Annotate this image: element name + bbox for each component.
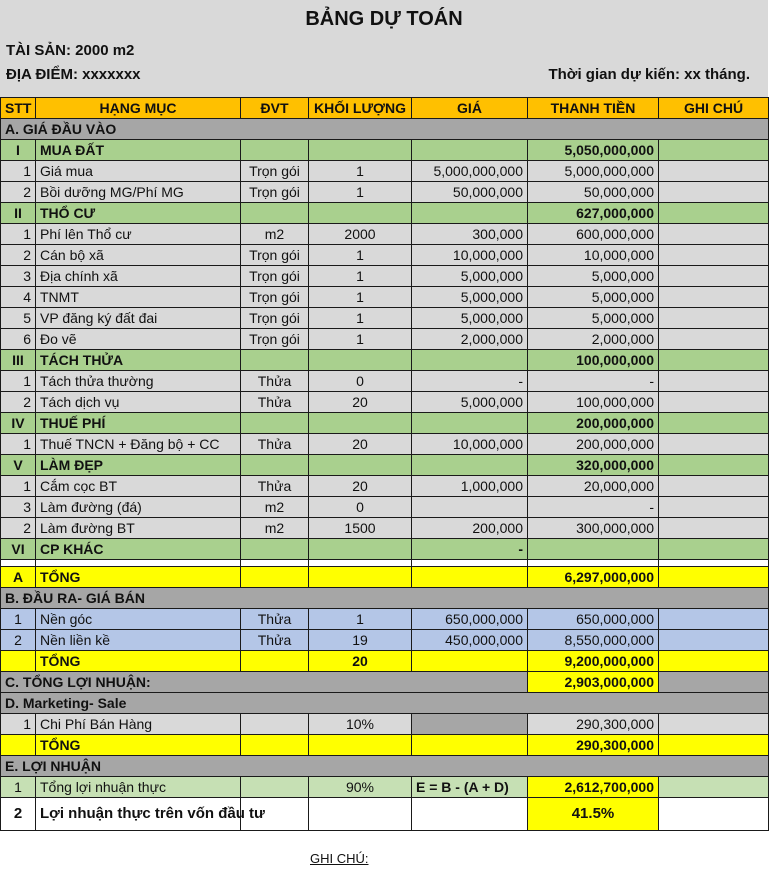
item-name-cell: Lợi nhuận thực trên vốn đầu tư <box>36 798 241 831</box>
table-cell <box>36 560 241 567</box>
table-row <box>1 476 769 497</box>
table-cell: 2000 <box>309 224 412 245</box>
item-name-cell: MUA ĐẤT <box>36 140 241 161</box>
table-cell: 19 <box>309 630 412 651</box>
table-cell: 2 <box>1 630 36 651</box>
table-cell <box>241 651 309 672</box>
item-name-cell: Cán bộ xã <box>36 245 241 266</box>
table-cell <box>1 651 36 672</box>
section-header-row <box>1 693 769 714</box>
sheet-title: BẢNG DỰ TOÁN <box>305 8 463 30</box>
table-cell <box>309 413 412 434</box>
table-cell <box>659 413 769 434</box>
estimate-table <box>0 97 769 831</box>
table-cell: Thửa <box>241 609 309 630</box>
table-header-row <box>1 98 769 119</box>
table-cell: 41.5% <box>528 798 659 831</box>
table-row <box>1 777 769 798</box>
section-header-row <box>1 119 769 140</box>
section-title: A. GIÁ ĐẦU VÀO <box>1 119 769 140</box>
item-name-cell: Chi Phí Bán Hàng <box>36 714 241 735</box>
table-cell <box>412 203 528 224</box>
col-header: HẠNG MỤC <box>36 98 241 119</box>
table-cell: 300,000,000 <box>528 518 659 539</box>
section-title: C. TỔNG LỢI NHUẬN: <box>1 672 528 693</box>
section-header-row <box>1 588 769 609</box>
table-cell <box>659 539 769 560</box>
table-cell: 5,050,000,000 <box>528 140 659 161</box>
table-cell <box>412 714 528 735</box>
table-cell <box>659 245 769 266</box>
table-cell: 3 <box>1 497 36 518</box>
table-row <box>1 497 769 518</box>
table-cell <box>659 161 769 182</box>
table-cell: 200,000 <box>412 518 528 539</box>
table-cell <box>659 371 769 392</box>
table-cell: III <box>1 350 36 371</box>
table-cell <box>659 672 769 693</box>
table-cell <box>412 455 528 476</box>
table-cell: 5,000,000 <box>412 392 528 413</box>
item-name-cell: Tách thửa thường <box>36 371 241 392</box>
table-cell <box>659 203 769 224</box>
table-cell: Thửa <box>241 476 309 497</box>
table-cell <box>528 539 659 560</box>
item-name-cell: Phí lên Thổ cư <box>36 224 241 245</box>
table-cell: m2 <box>241 497 309 518</box>
location-label: ĐỊA ĐIỂM: xxxxxxx <box>6 66 141 83</box>
table-cell: 1 <box>309 287 412 308</box>
table-cell <box>309 350 412 371</box>
table-row <box>1 161 769 182</box>
table-cell: - <box>528 497 659 518</box>
table-cell: 1 <box>309 266 412 287</box>
table-cell: - <box>412 371 528 392</box>
table-row <box>1 567 769 588</box>
table-cell: 1 <box>1 476 36 497</box>
table-cell <box>659 518 769 539</box>
table-cell <box>659 224 769 245</box>
table-cell: 650,000,000 <box>412 609 528 630</box>
item-name-cell: TỔNG <box>36 651 241 672</box>
table-cell: 1 <box>1 609 36 630</box>
item-name-cell: TÁCH THỬA <box>36 350 241 371</box>
table-cell: Thửa <box>241 392 309 413</box>
table-row <box>1 735 769 756</box>
table-cell: 50,000,000 <box>412 182 528 203</box>
table-cell <box>659 308 769 329</box>
table-cell <box>241 777 309 798</box>
sheet-header <box>0 0 768 97</box>
item-name-cell: TỔNG <box>36 735 241 756</box>
item-name-cell: Đo vẽ <box>36 329 241 350</box>
section-title: E. LỢI NHUẬN <box>1 756 769 777</box>
table-row <box>1 413 769 434</box>
table-cell <box>241 350 309 371</box>
table-cell: 1 <box>309 308 412 329</box>
table-row <box>1 434 769 455</box>
table-cell: - <box>528 371 659 392</box>
table-cell <box>309 560 412 567</box>
col-header: STT <box>1 98 36 119</box>
table-cell: 10% <box>309 714 412 735</box>
table-cell: Trọn gói <box>241 161 309 182</box>
table-cell <box>241 560 309 567</box>
asset-label: TÀI SẢN: 2000 m2 <box>6 42 135 59</box>
table-cell: A <box>1 567 36 588</box>
table-cell <box>241 714 309 735</box>
table-cell <box>1 560 36 567</box>
table-cell: - <box>412 539 528 560</box>
table-cell: 5,000,000 <box>412 266 528 287</box>
table-cell: Trọn gói <box>241 308 309 329</box>
table-cell: 1 <box>1 434 36 455</box>
table-cell <box>659 714 769 735</box>
table-row <box>1 798 769 831</box>
item-name-cell: Địa chính xã <box>36 266 241 287</box>
section-value: 2,903,000,000 <box>528 672 659 693</box>
table-cell: 1,000,000 <box>412 476 528 497</box>
table-cell: E = B - (A + D) <box>412 777 528 798</box>
table-cell: 20 <box>309 434 412 455</box>
item-name-cell: VP đăng ký đất đai <box>36 308 241 329</box>
table-cell: 1 <box>1 714 36 735</box>
item-name-cell: Bồi dưỡng MG/Phí MG <box>36 182 241 203</box>
table-cell <box>659 392 769 413</box>
table-cell: m2 <box>241 518 309 539</box>
item-name-cell: Giá mua <box>36 161 241 182</box>
table-cell: 1 <box>1 777 36 798</box>
table-cell <box>659 651 769 672</box>
table-cell <box>659 777 769 798</box>
table-cell: 1 <box>309 182 412 203</box>
table-cell: 450,000,000 <box>412 630 528 651</box>
table-cell <box>412 560 528 567</box>
table-cell: 2,000,000 <box>528 329 659 350</box>
table-cell: 1 <box>1 371 36 392</box>
table-row <box>1 714 769 735</box>
table-cell <box>659 266 769 287</box>
table-cell <box>659 567 769 588</box>
table-cell <box>659 434 769 455</box>
table-cell <box>241 140 309 161</box>
item-name-cell: Nền liền kề <box>36 630 241 651</box>
table-cell: 2 <box>1 245 36 266</box>
table-row <box>1 308 769 329</box>
table-cell: m2 <box>241 224 309 245</box>
spacer-row <box>1 560 769 567</box>
table-cell <box>241 203 309 224</box>
table-row <box>1 651 769 672</box>
table-cell: 8,550,000,000 <box>528 630 659 651</box>
table-cell: 4 <box>1 287 36 308</box>
table-cell: 20 <box>309 476 412 497</box>
table-cell <box>309 140 412 161</box>
table-cell: II <box>1 203 36 224</box>
table-cell <box>412 798 528 831</box>
table-cell <box>241 567 309 588</box>
table-cell: 650,000,000 <box>528 609 659 630</box>
table-cell <box>659 287 769 308</box>
table-cell <box>659 476 769 497</box>
table-row <box>1 245 769 266</box>
item-name-cell: Thuế TNCN + Đăng bộ + CC <box>36 434 241 455</box>
section-header-row <box>1 672 769 693</box>
table-cell: 5,000,000,000 <box>528 161 659 182</box>
table-cell <box>659 735 769 756</box>
table-cell: 5,000,000,000 <box>412 161 528 182</box>
table-cell: 1 <box>309 245 412 266</box>
table-cell: 1 <box>309 329 412 350</box>
table-row <box>1 371 769 392</box>
section-title: D. Marketing- Sale <box>1 693 769 714</box>
col-header: GIÁ <box>412 98 528 119</box>
table-cell: 2 <box>1 392 36 413</box>
table-cell: 5,000,000 <box>412 308 528 329</box>
table-cell: 3 <box>1 266 36 287</box>
table-cell: Thửa <box>241 630 309 651</box>
table-cell: Trọn gói <box>241 245 309 266</box>
table-cell: 10,000,000 <box>528 245 659 266</box>
table-row <box>1 266 769 287</box>
table-cell: 90% <box>309 777 412 798</box>
table-row <box>1 392 769 413</box>
table-cell <box>659 182 769 203</box>
table-cell <box>659 329 769 350</box>
item-name-cell: Làm đường BT <box>36 518 241 539</box>
table-cell <box>659 140 769 161</box>
table-cell: Trọn gói <box>241 329 309 350</box>
table-cell: 100,000,000 <box>528 392 659 413</box>
item-name-cell: THỔ CƯ <box>36 203 241 224</box>
table-cell <box>528 560 659 567</box>
item-name-cell: Nền góc <box>36 609 241 630</box>
table-cell <box>659 630 769 651</box>
table-cell: 5 <box>1 308 36 329</box>
table-cell <box>309 539 412 560</box>
table-cell <box>241 413 309 434</box>
table-row <box>1 350 769 371</box>
section-title: B. ĐẦU RA- GIÁ BÁN <box>1 588 769 609</box>
table-cell <box>659 350 769 371</box>
table-row <box>1 630 769 651</box>
table-cell: 0 <box>309 497 412 518</box>
item-name-cell: Tách dịch vụ <box>36 392 241 413</box>
table-cell: Trọn gói <box>241 182 309 203</box>
table-cell: 5,000,000 <box>528 287 659 308</box>
table-cell <box>309 798 412 831</box>
table-cell <box>309 567 412 588</box>
table-cell: 290,300,000 <box>528 714 659 735</box>
table-row <box>1 182 769 203</box>
col-header: KHỐI LƯỢNG <box>309 98 412 119</box>
table-cell: 20 <box>309 392 412 413</box>
table-cell <box>412 735 528 756</box>
table-cell: 2 <box>1 182 36 203</box>
table-cell <box>241 455 309 476</box>
table-cell: 1500 <box>309 518 412 539</box>
table-cell <box>412 567 528 588</box>
item-name-cell: TNMT <box>36 287 241 308</box>
table-cell <box>412 350 528 371</box>
table-cell <box>309 735 412 756</box>
table-cell <box>659 560 769 567</box>
table-cell: 50,000,000 <box>528 182 659 203</box>
table-row <box>1 224 769 245</box>
table-cell: 627,000,000 <box>528 203 659 224</box>
table-row <box>1 140 769 161</box>
table-cell: 20,000,000 <box>528 476 659 497</box>
table-cell: 1 <box>309 161 412 182</box>
table-cell: VI <box>1 539 36 560</box>
table-cell: IV <box>1 413 36 434</box>
table-cell: 20 <box>309 651 412 672</box>
table-row <box>1 203 769 224</box>
table-cell: 2,612,700,000 <box>528 777 659 798</box>
table-cell: 1 <box>1 224 36 245</box>
table-cell: 300,000 <box>412 224 528 245</box>
time-label: Thời gian dự kiến: xx tháng. <box>548 66 750 83</box>
item-name-cell: Tổng lợi nhuận thực <box>36 777 241 798</box>
table-row <box>1 518 769 539</box>
table-cell: 6,297,000,000 <box>528 567 659 588</box>
item-name-cell: TỔNG <box>36 567 241 588</box>
table-cell: 5,000,000 <box>528 308 659 329</box>
table-cell: 600,000,000 <box>528 224 659 245</box>
table-cell: Trọn gói <box>241 266 309 287</box>
table-cell <box>659 609 769 630</box>
table-row <box>1 539 769 560</box>
table-cell: 0 <box>309 371 412 392</box>
table-cell <box>309 455 412 476</box>
table-row <box>1 287 769 308</box>
table-cell: 9,200,000,000 <box>528 651 659 672</box>
item-name-cell: LÀM ĐẸP <box>36 455 241 476</box>
table-cell: Thửa <box>241 371 309 392</box>
table-row <box>1 609 769 630</box>
table-cell <box>241 735 309 756</box>
table-cell: 1 <box>1 161 36 182</box>
table-cell: 2 <box>1 518 36 539</box>
table-cell <box>412 413 528 434</box>
table-cell <box>659 798 769 831</box>
table-cell: 5,000,000 <box>412 287 528 308</box>
table-cell <box>309 203 412 224</box>
table-cell: 10,000,000 <box>412 245 528 266</box>
col-header: GHI CHÚ <box>659 98 769 119</box>
table-cell: 10,000,000 <box>412 434 528 455</box>
table-row <box>1 329 769 350</box>
table-cell: 290,300,000 <box>528 735 659 756</box>
table-cell: 320,000,000 <box>528 455 659 476</box>
table-cell <box>412 497 528 518</box>
table-cell <box>659 497 769 518</box>
item-name-cell: Cắm cọc BT <box>36 476 241 497</box>
table-cell <box>412 140 528 161</box>
table-cell: I <box>1 140 36 161</box>
table-row <box>1 455 769 476</box>
table-cell: 5,000,000 <box>528 266 659 287</box>
col-header: ĐVT <box>241 98 309 119</box>
col-header: THANH TIỀN <box>528 98 659 119</box>
table-cell: 100,000,000 <box>528 350 659 371</box>
table-cell: 1 <box>309 609 412 630</box>
table-cell: 2 <box>1 798 36 831</box>
table-cell: Trọn gói <box>241 287 309 308</box>
table-cell <box>241 539 309 560</box>
table-cell: 200,000,000 <box>528 413 659 434</box>
table-cell: Thửa <box>241 434 309 455</box>
item-name-cell: Làm đường (đá) <box>36 497 241 518</box>
table-cell: 2,000,000 <box>412 329 528 350</box>
table-cell <box>1 735 36 756</box>
notes-label: GHI CHÚ: <box>310 851 369 866</box>
section-header-row <box>1 756 769 777</box>
table-cell: V <box>1 455 36 476</box>
item-name-cell: CP KHÁC <box>36 539 241 560</box>
table-cell: 6 <box>1 329 36 350</box>
item-name-cell: THUẾ PHÍ <box>36 413 241 434</box>
table-cell <box>659 455 769 476</box>
table-cell: 200,000,000 <box>528 434 659 455</box>
table-cell <box>412 651 528 672</box>
